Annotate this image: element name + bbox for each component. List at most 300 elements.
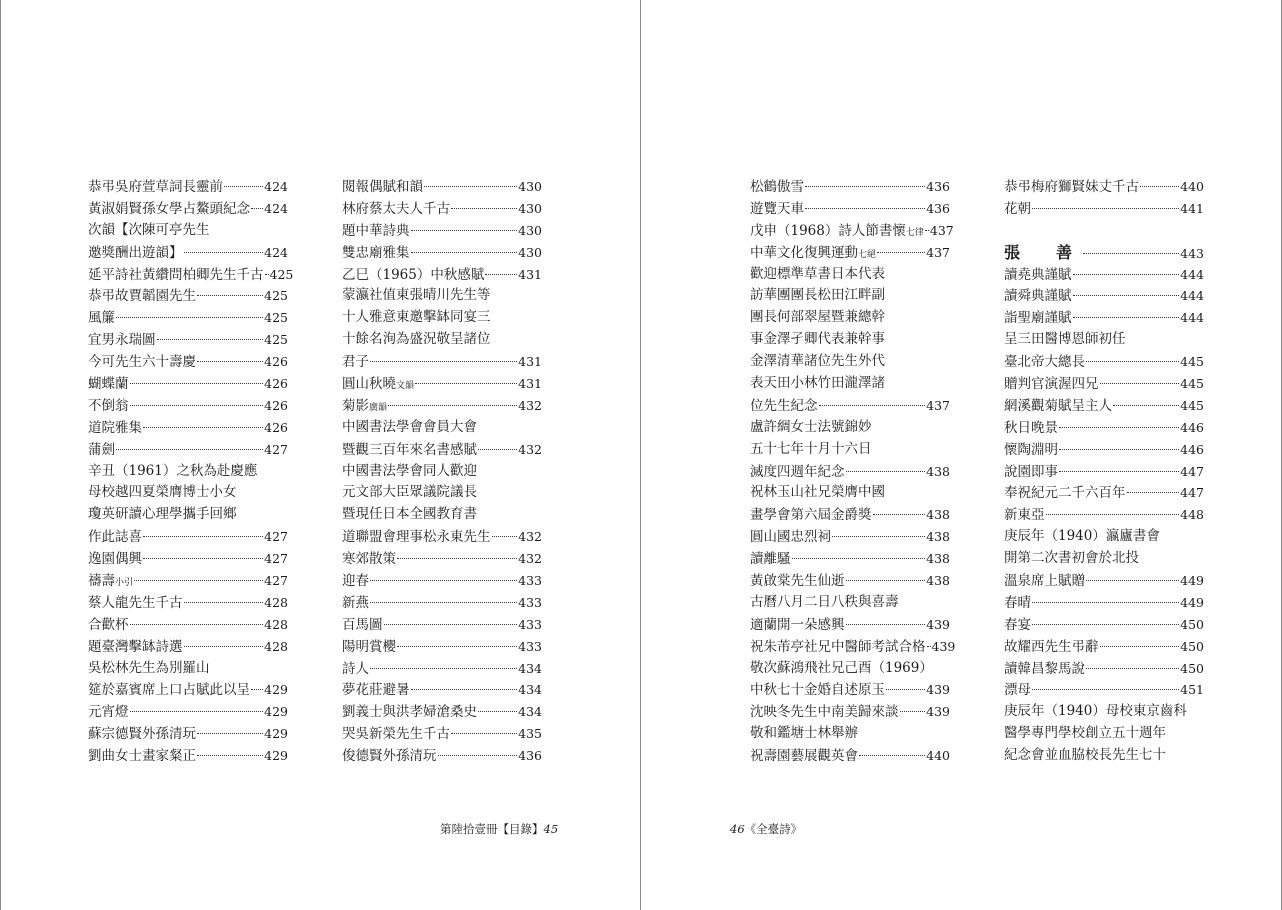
toc-entry — [342, 176, 542, 198]
toc-entry — [342, 745, 542, 767]
entry-page-number: 430 — [518, 179, 542, 194]
entry-title-text: 十人雅意東邀擊缽同宴三 — [342, 309, 491, 326]
toc-entry — [1004, 461, 1204, 483]
entry-title — [88, 637, 183, 659]
entry-title-text: 歡迎標準草書日本代表 — [750, 265, 885, 282]
toc-entry — [750, 351, 950, 373]
toc-entry — [88, 745, 288, 767]
entry-page-number: 431 — [518, 376, 542, 392]
entry-title — [750, 439, 872, 461]
entry-title-text: 元宵燈 — [88, 704, 129, 721]
entry-title-text: 蒲劍 — [88, 441, 115, 458]
dot-leader — [1100, 646, 1180, 647]
entry-title — [88, 702, 129, 724]
center-page-divider — [640, 0, 641, 910]
entry-page-number: 437 — [926, 397, 950, 413]
entry-title — [342, 329, 491, 351]
entry-title-text: 畫學會第六屆金爵獎 — [750, 507, 872, 524]
toc-entry — [750, 658, 950, 680]
toc-entry — [342, 679, 542, 701]
entry-title — [1004, 571, 1085, 593]
toc-entry — [1004, 307, 1204, 329]
toc-entry — [1004, 220, 1204, 242]
toc-entry — [88, 439, 288, 461]
entry-title — [1004, 526, 1160, 548]
entry-title-text: 暨現任日本全國教育書 — [342, 506, 477, 523]
entry-page-number: 425 — [264, 288, 288, 304]
entry-title — [342, 724, 450, 746]
entry-page-number: 436 — [518, 748, 542, 764]
entry-page-number: 425 — [269, 266, 294, 282]
dot-leader — [424, 186, 517, 187]
dot-leader — [143, 427, 263, 428]
entry-title-text: 劉義士與洪孝婦滄桑史 — [342, 704, 477, 721]
toc-entry — [750, 439, 950, 461]
dot-leader — [197, 755, 263, 756]
entry-title-text: 適蘭開一朵感興 — [750, 616, 845, 633]
right-page-column-1 — [750, 176, 956, 767]
toc-entry — [1004, 723, 1204, 745]
entry-page-number: 432 — [518, 551, 542, 567]
entry-title-text: 春宴 — [1004, 616, 1031, 633]
entry-page-number: 434 — [518, 660, 542, 676]
entry-page-number: 437 — [926, 244, 950, 260]
entry-title — [88, 243, 183, 265]
dot-leader — [1083, 253, 1179, 254]
dot-leader — [411, 252, 518, 253]
toc-entry — [88, 461, 288, 483]
toc-entry — [750, 679, 950, 701]
dot-leader — [886, 689, 925, 690]
entry-title-text: 夢花莊避暑 — [342, 682, 410, 699]
entry-title — [342, 461, 477, 483]
dot-leader — [859, 755, 925, 756]
entry-title — [1004, 593, 1031, 615]
toc-entry — [88, 526, 288, 548]
entry-title — [342, 504, 477, 526]
entry-title — [88, 308, 115, 330]
dot-leader — [143, 536, 263, 537]
dot-leader — [184, 602, 264, 603]
dot-leader — [197, 295, 263, 296]
toc-entry — [342, 723, 542, 745]
entry-title — [750, 680, 885, 702]
entry-title-text: 詩人 — [342, 660, 369, 677]
entry-page-number: 429 — [264, 748, 288, 764]
dot-leader — [397, 646, 517, 647]
entry-title — [88, 440, 115, 462]
toc-entry — [342, 351, 542, 373]
dot-leader — [805, 186, 925, 187]
entry-page-number: 432 — [518, 529, 542, 545]
entry-page-number: 440 — [926, 748, 950, 764]
dot-leader — [130, 711, 264, 712]
entry-title-text: 宜男永瑞圖 — [88, 332, 156, 349]
entry-title-text: 臺北帝大總長 — [1004, 354, 1085, 371]
entry-title — [1004, 374, 1099, 396]
entry-title — [88, 527, 142, 549]
dot-leader — [900, 711, 926, 712]
toc-entry — [1004, 373, 1204, 395]
toc-entry — [750, 176, 950, 198]
entry-title — [88, 330, 156, 352]
dot-leader — [792, 558, 926, 559]
toc-entry — [88, 176, 288, 198]
entry-title — [1004, 418, 1058, 440]
entry-title — [342, 374, 414, 398]
entry-annotation: 小引 — [115, 578, 134, 589]
entry-page-number: 438 — [926, 529, 950, 545]
toc-entry — [88, 504, 288, 526]
entry-title — [750, 702, 899, 724]
dot-leader — [846, 624, 926, 625]
entry-page-number: 438 — [926, 507, 950, 523]
dot-leader — [197, 361, 263, 362]
toc-entry — [750, 504, 950, 526]
entry-page-number: 436 — [926, 200, 950, 216]
entry-page-number: 430 — [518, 200, 542, 216]
toc-entry — [88, 351, 288, 373]
toc-entry — [88, 658, 288, 680]
toc-entry — [750, 242, 950, 264]
entry-title-text: 團長何部翠屋暨兼總幹 — [750, 309, 885, 326]
toc-entry — [342, 264, 542, 286]
toc-entry — [1004, 176, 1204, 198]
entry-title — [1004, 352, 1085, 374]
toc-entry — [342, 285, 542, 307]
entry-title — [88, 220, 210, 242]
entry-page-number: 426 — [264, 354, 288, 370]
dot-leader — [130, 405, 264, 406]
entry-title — [1004, 265, 1072, 287]
toc-entry — [750, 526, 950, 548]
entry-page-number: 444 — [1180, 288, 1204, 304]
entry-title — [750, 505, 872, 527]
toc-entry — [342, 329, 542, 351]
toc-entry — [750, 701, 950, 723]
entry-title-text: 贈判官演渥四兄 — [1004, 376, 1099, 393]
toc-entry — [342, 592, 542, 614]
toc-entry — [88, 570, 288, 592]
toc-entry — [1004, 198, 1204, 220]
toc-entry — [342, 395, 542, 417]
entry-page-number: 429 — [264, 704, 288, 720]
toc-entry — [750, 592, 950, 614]
entry-title-text: 讀韓昌黎馬說 — [1004, 660, 1085, 677]
entry-title — [1004, 680, 1031, 702]
dot-leader — [1073, 317, 1180, 318]
toc-entry — [750, 482, 950, 504]
entry-title-text: 作此誌喜 — [88, 529, 142, 546]
entry-page-number: 425 — [264, 310, 288, 326]
dot-leader — [1059, 449, 1179, 450]
dot-leader — [184, 252, 264, 253]
entry-title — [750, 396, 818, 418]
entry-title-text: 乙巳（1965）中秋感賦 — [342, 266, 485, 283]
entry-title-text: 庚辰年（1940）母校東京齒科 — [1004, 703, 1187, 720]
dot-leader — [1113, 405, 1179, 406]
entry-title-text: 迎春 — [342, 573, 369, 590]
entry-page-number: 440 — [1180, 179, 1204, 194]
toc-entry — [1004, 264, 1204, 286]
toc-entry — [88, 701, 288, 723]
entry-title-text: 秋日晚景 — [1004, 419, 1058, 436]
entry-page-number: 425 — [264, 332, 288, 348]
entry-page-number: 444 — [1180, 310, 1204, 326]
entry-title-text: 瓊英研讀心理學攜手回鄉 — [88, 506, 237, 523]
entry-title — [750, 285, 885, 307]
toc-entry — [88, 242, 288, 264]
toc-entry — [750, 548, 950, 570]
dot-leader — [397, 558, 517, 559]
entry-title-text: 元文部大臣眾議院議長 — [342, 484, 477, 501]
entry-title — [750, 329, 885, 351]
toc-entry — [88, 417, 288, 439]
dot-leader — [832, 536, 925, 537]
toc-entry — [1004, 745, 1204, 767]
left-page-footer — [440, 822, 558, 836]
toc-entry — [88, 679, 288, 701]
entry-title-text: 松鶴傲雪 — [750, 179, 804, 195]
entry-page-number: 431 — [518, 354, 542, 370]
entry-title — [342, 746, 437, 768]
dot-leader — [438, 755, 518, 756]
toc-entry — [1004, 701, 1204, 723]
toc-entry — [342, 614, 542, 636]
entry-title — [342, 527, 491, 549]
entry-title-text: 溫泉席上賦贈 — [1004, 573, 1085, 590]
toc-entry — [750, 636, 956, 658]
dot-leader — [1127, 492, 1180, 493]
toc-entry — [750, 723, 950, 745]
entry-title — [88, 658, 210, 680]
entry-title — [1004, 308, 1072, 330]
entry-title — [1004, 462, 1058, 484]
entry-title — [1004, 177, 1139, 199]
entry-title-text: 蒙瀛社值東張晴川先生等 — [342, 287, 491, 304]
dot-leader — [451, 733, 517, 734]
dot-leader — [1032, 624, 1179, 625]
toc-entry — [88, 482, 288, 504]
entry-title — [88, 680, 250, 702]
entry-title-text: 次韻【次陳可亭先生 — [88, 221, 210, 238]
entry-title — [750, 527, 831, 549]
entry-title-text: 春晴 — [1004, 594, 1031, 611]
dot-leader — [1086, 580, 1179, 581]
entry-title — [342, 482, 477, 504]
dot-leader — [819, 405, 926, 406]
entry-title-text: 恭弔梅府獅賢妹丈千古 — [1004, 179, 1139, 195]
entry-title — [88, 593, 183, 615]
toc-entry — [1004, 351, 1204, 373]
entry-page-number: 445 — [1180, 354, 1204, 370]
entry-page-number: 428 — [264, 616, 288, 632]
entry-page-number: 439 — [926, 704, 950, 720]
toc-entry — [750, 417, 950, 439]
entry-page-number: 450 — [1180, 638, 1204, 654]
entry-title-text: 五十七年十月十六日 — [750, 440, 872, 457]
entry-title — [750, 307, 885, 329]
toc-entry — [342, 439, 542, 461]
dot-leader — [157, 339, 264, 340]
toc-entry — [342, 461, 542, 483]
entry-title — [342, 417, 477, 439]
entry-title-text: 中國書法學會同人歡迎 — [342, 462, 477, 479]
entry-title — [1004, 745, 1166, 767]
entry-title — [342, 680, 410, 702]
toc-entry — [750, 461, 950, 483]
entry-page-number: 426 — [264, 419, 288, 435]
entry-title-text: 網溪觀菊賦呈主人 — [1004, 397, 1112, 414]
entry-title-text: 敬和鑑塘士林舉辦 — [750, 725, 858, 742]
dot-leader — [116, 317, 263, 318]
entry-title — [88, 265, 264, 287]
entry-title-text: 戊申（1968）詩人節書懷 — [750, 222, 906, 239]
entry-page-number: 438 — [926, 463, 950, 479]
entry-page-number: 427 — [264, 441, 288, 457]
dot-leader — [873, 514, 926, 515]
entry-title — [750, 177, 804, 199]
entry-title — [88, 374, 129, 396]
entry-page-number: 427 — [264, 551, 288, 567]
entry-title — [750, 199, 804, 221]
entry-title — [750, 615, 845, 637]
entry-title-text: 不倒翁 — [88, 397, 129, 414]
toc-entry — [1004, 679, 1204, 701]
entry-annotation: 廣韻 — [369, 402, 388, 413]
dot-leader — [1032, 602, 1179, 603]
toc-entry — [88, 264, 294, 286]
entry-title-text: 延平詩社黃纘問柏卿先生千古 — [88, 266, 264, 283]
entry-title — [88, 199, 250, 221]
dot-leader — [846, 471, 926, 472]
entry-title-text: 讀離騷 — [750, 551, 791, 568]
toc-entry — [342, 220, 542, 242]
entry-page-number: 428 — [264, 594, 288, 610]
entry-title — [750, 264, 885, 286]
entry-page-number: 427 — [264, 529, 288, 545]
entry-annotation: 文韻 — [396, 381, 415, 392]
entry-title — [750, 417, 872, 439]
entry-title-text: 醫學專門學校創立五十週年 — [1004, 725, 1166, 742]
entry-page-number: 433 — [518, 573, 542, 589]
entry-title-text: 蘇宗德賢外孫清玩 — [88, 726, 196, 743]
toc-entry — [750, 614, 950, 636]
entry-title — [88, 352, 196, 374]
dot-leader — [411, 230, 518, 231]
entry-title-text: 祝朱芾亭社兄中醫師考試合格 — [750, 638, 926, 655]
dot-leader — [927, 646, 931, 647]
entry-title — [88, 615, 129, 637]
entry-title — [750, 462, 845, 484]
entry-page-number: 426 — [264, 397, 288, 413]
page-number: 45 — [543, 822, 559, 836]
toc-entry — [88, 198, 288, 220]
left-page-column-2 — [342, 176, 542, 767]
toc-entry — [88, 636, 288, 658]
entry-page-number: 445 — [1180, 376, 1204, 392]
dot-leader — [388, 405, 517, 406]
entry-title — [342, 593, 369, 615]
entry-title-text: 圓山國忠烈祠 — [750, 529, 831, 546]
toc-entry — [1004, 548, 1204, 570]
entry-title-text: 道聯盟會理事松永東先生 — [342, 529, 491, 546]
entry-page-number: 446 — [1180, 441, 1204, 457]
entry-page-number: 450 — [1180, 660, 1204, 676]
entry-title — [88, 418, 142, 440]
entry-title — [88, 504, 237, 526]
toc-entry — [88, 220, 288, 242]
dot-leader — [265, 274, 269, 275]
toc-entry — [750, 264, 950, 286]
entry-title — [342, 265, 484, 287]
entry-title-text: 位先生紀念 — [750, 397, 818, 414]
toc-entry — [342, 636, 542, 658]
entry-page-number: 443 — [1180, 245, 1204, 261]
dot-leader — [116, 449, 263, 450]
dot-leader — [1086, 361, 1179, 362]
toc-entry — [88, 548, 288, 570]
entry-title-text: 讀舜典謹賦 — [1004, 288, 1072, 305]
entry-title-text: 古曆八月二日八秩與喜壽 — [750, 593, 899, 610]
toc-entry — [1004, 395, 1204, 417]
entry-page-number: 434 — [518, 682, 542, 698]
dot-leader — [251, 689, 263, 690]
dot-leader — [1059, 427, 1179, 428]
entry-title-text: 黃啟棠先生仙逝 — [750, 573, 845, 590]
entry-page-number: 432 — [518, 397, 542, 413]
entry-title — [1004, 615, 1031, 637]
right-page-footer — [730, 822, 802, 836]
entry-title — [1004, 637, 1099, 659]
dot-leader — [1046, 514, 1180, 515]
toc-entry — [1004, 329, 1204, 351]
entry-title — [1004, 483, 1126, 505]
author-heading — [1004, 242, 1204, 264]
entry-page-number: 451 — [1180, 682, 1204, 698]
entry-title — [750, 549, 791, 571]
entry-title-text: 劉曲女士畫家粲正 — [88, 748, 196, 765]
toc-entry — [1004, 482, 1204, 504]
entry-page-number: 426 — [264, 376, 288, 392]
entry-title-text: 中國書法學會會員大會 — [342, 418, 477, 435]
toc-entry — [750, 329, 950, 351]
entry-title-text: 中秋七十金婚自述原玉 — [750, 682, 885, 699]
entry-title — [342, 307, 491, 329]
entry-title-text: 雙忠廟雅集 — [342, 244, 410, 261]
entry-title-text: 風簾 — [88, 310, 115, 327]
dot-leader — [1032, 208, 1179, 209]
toc-entry — [1004, 417, 1204, 439]
dot-leader — [877, 252, 925, 253]
entry-title-text: 花朝 — [1004, 200, 1031, 217]
entry-title — [750, 351, 885, 373]
dot-leader — [492, 536, 518, 537]
entry-title — [88, 482, 237, 504]
dot-leader — [1073, 295, 1180, 296]
entry-page-number: 441 — [1180, 200, 1204, 216]
entry-title-text: 菊影 — [342, 397, 369, 414]
entry-title-text: 閱報偶賦和韻 — [342, 179, 423, 195]
dot-leader — [1140, 186, 1179, 187]
entry-title — [750, 658, 933, 680]
entry-title-text: 筵於嘉賓席上口占賦此以呈 — [88, 682, 250, 699]
entry-title-text: 祝壽園藝展觀英會 — [750, 748, 858, 765]
dot-leader — [411, 689, 518, 690]
entry-page-number: 439 — [926, 682, 950, 698]
entry-title — [750, 482, 885, 504]
dot-leader — [1032, 689, 1179, 690]
